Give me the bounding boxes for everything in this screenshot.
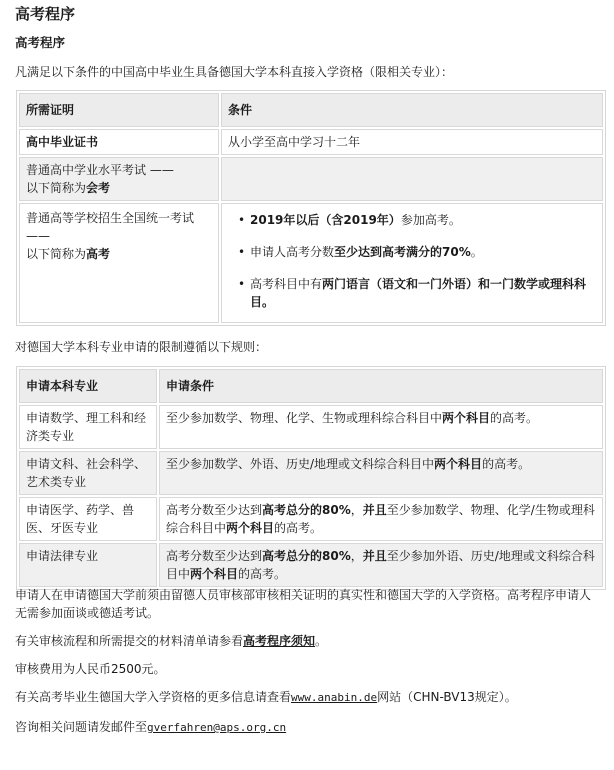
column-header: 申请本科专业 [19,369,157,403]
subject-restrictions-table [16,366,606,590]
cell-subject: 申请医学、药学、兽医、牙医专业 [19,497,157,541]
cell-condition: 至少参加数学、物理、化学、生物或理科综合科目中两个科目的高考。 [159,405,603,449]
cell-subject: 申请法律专业 [19,543,157,587]
column-header: 所需证明 [19,93,219,127]
cell-subject: 申请数学、理工科和经济类专业 [19,405,157,449]
cell-condition: 高考分数至少达到高考总分的80%，并且至少参加数学、物理、化学/生物或理科综合科目中两个科目的高考。 [159,497,603,541]
cell-label: 高中毕业证书 [19,129,219,155]
column-header: 条件 [221,93,603,127]
restriction-intro: 对德国大学本科专业申请的限制遵循以下规则： [15,340,268,354]
cell-value [221,157,603,201]
table-row [19,497,603,541]
page-subtitle: 高考程序 [15,35,66,50]
cell-value: 从小学至高中学习十二年 [221,129,603,155]
email-link[interactable]: gverfahren@aps.org.cn [147,721,287,734]
guide-link[interactable]: 高考程序须知 [243,634,316,648]
table-row [19,157,603,201]
fee-note: 审核费用为人民币2500元。 [15,662,166,676]
cell-label: 普通高等学校招生全国统一考试 —— 以下简称为高考 [19,203,219,323]
table-header-row [19,369,603,403]
cell-condition: 至少参加数学、外语、历史/地理或文科综合科目中两个科目的高考。 [159,451,603,495]
cell-value [221,203,603,323]
anabin-link[interactable]: www.anabin.de [291,691,378,704]
table-row [19,129,603,155]
anabin-note: 有关高考毕业生德国大学入学资格的更多信息请查看www.anabin.de网站（CHN-BV13规定）。 [15,690,517,704]
list-item: • 高考科目中有两门语言（语文和一门外语）和一门数学或理科科目。 [250,275,596,311]
list-item: • 2019年以后（含2019年）参加高考。 [250,211,596,229]
requirements-table [16,90,606,326]
intro-text: 凡满足以下条件的中国高中毕业生具备德国大学本科直接入学资格（限相关专业）： [15,65,454,79]
table-row [19,203,603,323]
table-row [19,543,603,587]
page-title: 高考程序 [15,5,76,23]
process-note: 有关审核流程和所需提交的材料清单请参看高考程序须知。 [15,634,328,648]
cell-condition: 高考分数至少达到高考总分的80%，并且至少参加外语、历史/地理或文科综合科目中两个科目的高考。 [159,543,603,587]
cell-label: 普通高中学业水平考试 —— 以下简称为会考 [19,157,219,201]
table-row [19,405,603,449]
table-header-row [19,93,603,127]
table-row [19,451,603,495]
conditions-list [228,211,596,311]
cell-subject: 申请文科、社会科学、艺术类专业 [19,451,157,495]
list-item: • 申请人高考分数至少达到高考满分的70%。 [250,243,596,261]
column-header: 申请条件 [159,369,603,403]
contact-note: 咨询相关问题请发邮件至gverfahren@aps.org.cn [15,720,287,734]
review-note: 申请人在申请德国大学前须由留德人员审核部审核相关证明的真实性和德国大学的入学资格。高考程序申请人无需参加面谈或德适考试。 [15,588,592,620]
